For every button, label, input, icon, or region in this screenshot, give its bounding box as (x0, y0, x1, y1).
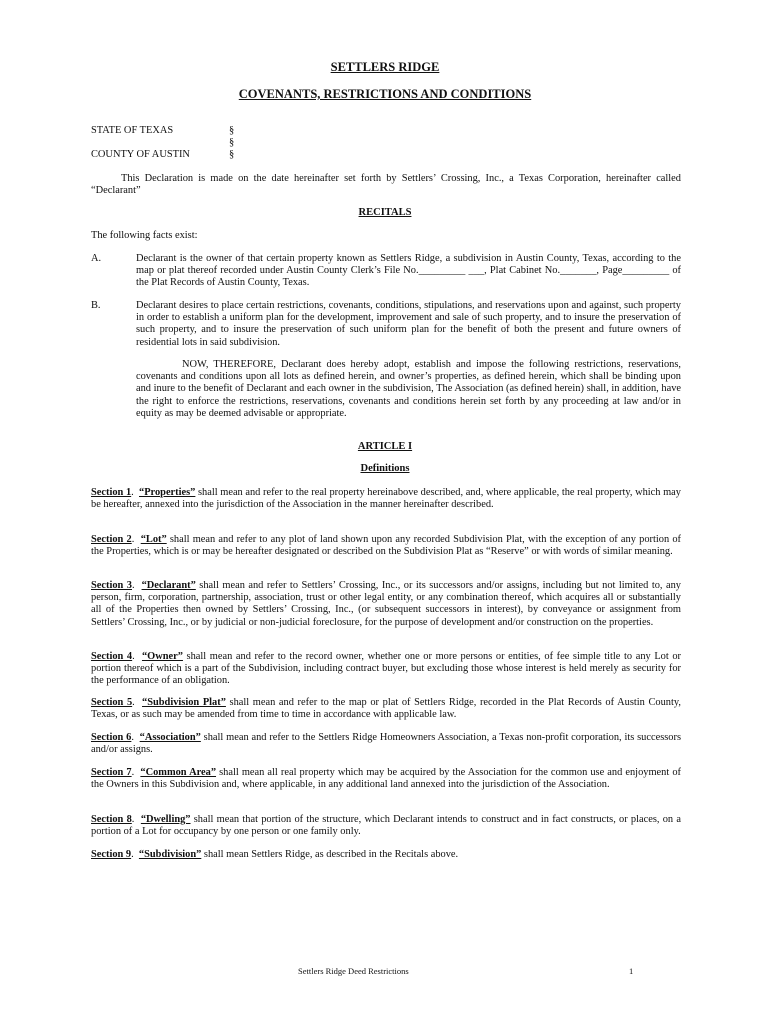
article-heading: ARTICLE I (357, 441, 413, 452)
footer-text: Settlers Ridge Deed Restrictions (298, 966, 409, 976)
defined-term: “Subdivision Plat” (142, 697, 226, 708)
now-therefore-paragraph: NOW, THEREFORE, Declarant does hereby adopt, establish and impose the following restrictions, reservations, covenants and conditions upon all lots as defined herein, and owner’s properties, as defined herein, which shall be binding upon and inure to the benefit of Declarant and each owner in the subdivision, The Association (as defined herein) shall, in addition, have the right to enforce the restrictions, reservations, covenants and conditions herein set forth by any proceeding at law and/or in equity as may be deemed advisable or appropriate. (136, 359, 681, 419)
section-8: Section 8. “Dwelling” shall mean that portion of the structure, which Declarant intends to construct and in fact constructs, or places, on a portion of a Lot for occupancy by one person or one family only. (91, 814, 681, 838)
section-symbol: § (229, 125, 235, 136)
section-text: shall mean and refer to the record owner, whether one or more persons or entities, of fee simple title to any Lot or portion thereof which is a part of the Subdivision, including contract buyer, but excluding those whose interest is held merely as security for the performance of an obligation. (91, 651, 682, 687)
section-symbol: § (229, 137, 235, 148)
section-label: Section 4 (91, 651, 133, 662)
section-text: shall mean and refer to the real property hereinabove described, and, where applicable, the real property, which may be hereafter, annexed into the jurisdiction of the Association in the manner hereinafter described. (91, 487, 681, 511)
section-label: Section 8 (91, 814, 132, 825)
defined-term: “Lot” (140, 534, 167, 545)
state-label: STATE OF TEXAS (91, 125, 174, 136)
section-text: shall mean and refer to Settlers’ Crossing, Inc., or its successors and/or assigns, including but not limited to, any person, firm, corporation, partnership, association, trust or other legal entity, or any combination thereof, which acquires all or substantially all of the Properties then owned by Settlers’ Crossing, Inc., (or subsequent successors in interest), by conveyance or assignment from Settlers’ Crossing, Inc., or by judicial or non-judicial foreclosure, for the purpose of development and/or construction on the properties. (91, 580, 681, 628)
document-title: SETTLERS RIDGE (330, 60, 440, 74)
section-text: shall mean Settlers Ridge, as described in the Recitals above. (201, 849, 459, 860)
section-text: shall mean all real property which may be acquired by the Association for the common use and enjoyment of the Owners in this Subdivision and, where applicable, in any additional land annexed into the jurisdiction of the Association. (91, 767, 681, 791)
defined-term: “Association” (139, 732, 201, 743)
section-5: Section 5. “Subdivision Plat” shall mean and refer to the map or plat of Settlers Ridge, recorded in the Plat Records of Austin County, Texas, or as such may be amended from time to time in accordance with applicable law. (91, 697, 681, 721)
recital-b-marker: B. (91, 300, 101, 311)
defined-term: “Properties” (139, 487, 196, 498)
section-text: shall mean and refer to any plot of land shown upon any recorded Subdivision Plat, with the exception of any portion of the Properties, which is or may be hereafter designated or described on the Subdivision Plat as “Reserve” or with words of similar meaning. (91, 534, 681, 558)
section-3: Section 3. “Declarant” shall mean and refer to Settlers’ Crossing, Inc., or its successors and/or assigns, including but not limited to, any person, firm, corporation, partnership, association, trust or other legal entity, or any combination thereof, which acquires all or substantially all of the Properties then owned by Settlers’ Crossing, Inc., (or subsequent successors in interest), by conveyance or assignment from Settlers’ Crossing, Inc., or by judicial or non-judicial foreclosure, for the purpose of development and/or construction on the properties. (91, 580, 681, 628)
section-label: Section 1 (91, 487, 132, 498)
defined-term: “Dwelling” (140, 814, 191, 825)
section-label: Section 2 (91, 534, 132, 545)
recital-a-text: Declarant is the owner of that certain property known as Settlers Ridge, a subdivision in Austin County, Texas, according to the map or plat thereof recorded under Austin County Clerk’s File No._________ ___, Plat Cabinet No._______, Page_________ of the Plat Records of Austin County, Texas. (136, 253, 681, 289)
section-label: Section 7 (91, 767, 132, 778)
defined-term: “Subdivision” (138, 849, 202, 860)
section-label: Section 3 (91, 580, 132, 591)
county-label: COUNTY OF AUSTIN (91, 149, 190, 160)
recital-b-text: Declarant desires to place certain restrictions, covenants, conditions, stipulations, and reservations upon and against, such property in order to establish a uniform plan for the development, improvement and sale of such property, and to insure the preservation of such property, and to insure the preservation of such uniform plan for the benefit of both the present and future owners of residential lots in said subdivision. (136, 300, 681, 348)
document-subtitle: COVENANTS, RESTRICTIONS AND CONDITIONS (238, 87, 532, 101)
section-text: shall mean and refer to the map or plat of Settlers Ridge, recorded in the Plat Records of Austin County, Texas, or as such may be amended from time to time in accordance with applicable law. (91, 697, 681, 721)
section-label: Section 5 (91, 697, 133, 708)
defined-term: “Owner” (141, 651, 183, 662)
section-9: Section 9. “Subdivision” shall mean Settlers Ridge, as described in the Recitals above. (91, 849, 459, 860)
section-1: Section 1. “Properties” shall mean and refer to the real property hereinabove described, and, where applicable, the real property, which may be hereafter, annexed into the jurisdiction of the Association in the manner hereinafter described. (91, 487, 681, 511)
intro-paragraph: This Declaration is made on the date hereinafter set forth by Settlers’ Crossing, Inc., a Texas Corporation, hereinafter called “Declarant” (91, 173, 681, 197)
section-text: shall mean and refer to the Settlers Ridge Homeowners Association, a Texas non-profit corporation, its successors and/or assigns. (91, 732, 682, 756)
page-number: 1 (629, 966, 634, 976)
section-7: Section 7. “Common Area” shall mean all real property which may be acquired by the Association for the common use and enjoyment of the Owners in this Subdivision and, where applicable, in any additional land annexed into the jurisdiction of the Association. (91, 767, 681, 791)
section-label: Section 6 (91, 732, 132, 743)
facts-intro: The following facts exist: (91, 230, 198, 241)
defined-term: “Common Area” (140, 767, 217, 778)
definitions-heading: Definitions (360, 463, 410, 474)
section-symbol: § (229, 149, 235, 160)
section-text: shall mean that portion of the structure, which Declarant intends to construct and in fact constructs, or places, on a portion of a Lot for occupancy by one person or one family only. (91, 814, 681, 838)
recitals-heading: RECITALS (358, 207, 412, 218)
recital-a-marker: A. (91, 253, 102, 264)
section-label: Section 9 (91, 849, 132, 860)
section-6: Section 6. “Association” shall mean and refer to the Settlers Ridge Homeowners Association, a Texas non-profit corporation, its successors and/or assigns. (91, 732, 682, 756)
defined-term: “Declarant” (141, 580, 196, 591)
section-2: Section 2. “Lot” shall mean and refer to any plot of land shown upon any recorded Subdivision Plat, with the exception of any portion of the Properties, which is or may be hereafter designated or described on the Subdivision Plat as “Reserve” or with words of similar meaning. (91, 534, 681, 558)
section-4: Section 4. “Owner” shall mean and refer to the record owner, whether one or more persons or entities, of fee simple title to any Lot or portion thereof which is a part of the Subdivision, including contract buyer, but excluding those whose interest is held merely as security for the performance of an obligation. (91, 651, 682, 687)
